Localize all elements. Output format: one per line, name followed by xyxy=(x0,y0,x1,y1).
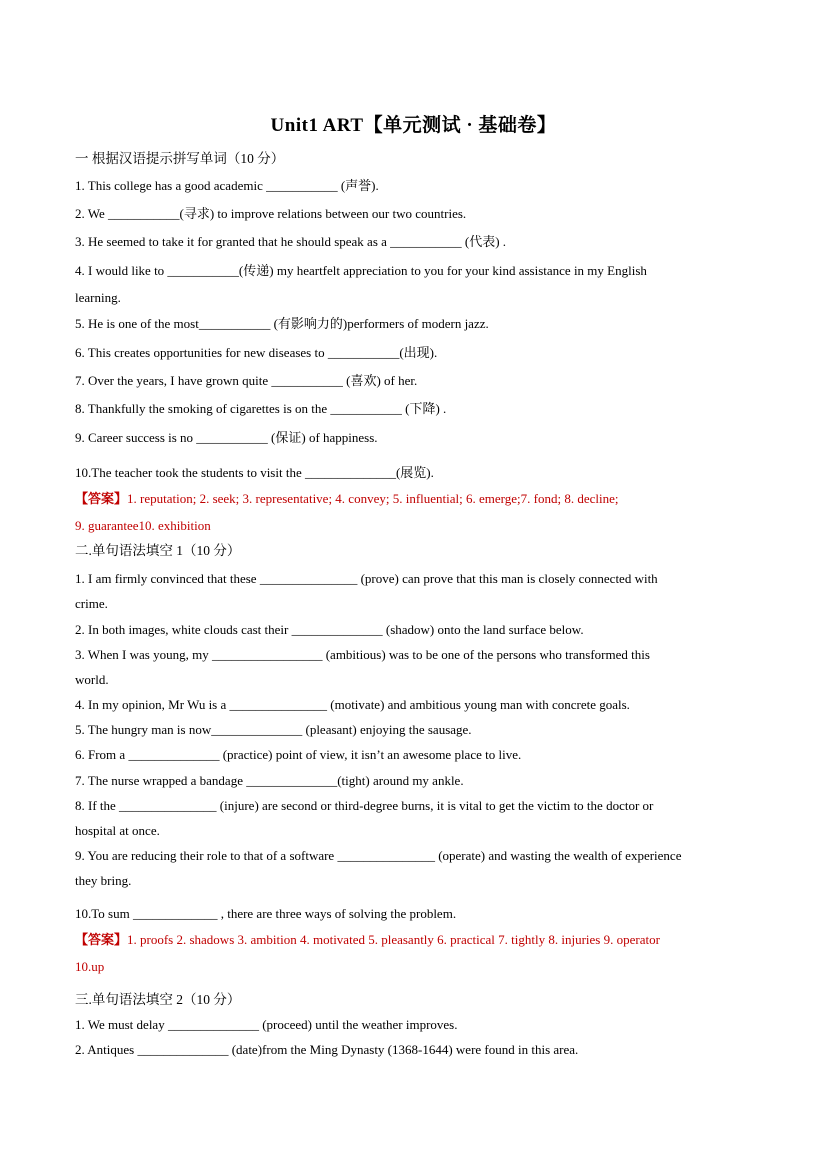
question-line: 3. When I was young, my _________________ (ambitious) was to be one of the persons who transformed this xyxy=(75,647,650,662)
question-line: 2. We ___________(寻求) to improve relations between our two countries. xyxy=(75,206,467,221)
answer-text: 1. proofs 2. shadows 3. ambition 4. motivated 5. pleasantly 6. practical 7. tightly 8. injuries 9. operator xyxy=(127,932,660,947)
answer-line: 10.up xyxy=(75,959,105,974)
question-line: 4. I would like to ___________(传递) my heartfelt appreciation to you for your kind assistance in my English xyxy=(75,263,647,278)
question-line: 9. You are reducing their role to that of a software _______________ (operate) and wasting the wealth of experience xyxy=(75,848,682,863)
question-line: crime. xyxy=(75,596,108,611)
answer-line xyxy=(75,491,618,507)
section3-heading: 三.单句语法填空 2（10 分） xyxy=(75,992,241,1007)
question-line: 5. He is one of the most___________ (有影响力的)performers of modern jazz. xyxy=(75,316,489,331)
question-line: hospital at once. xyxy=(75,823,160,838)
question-line: they bring. xyxy=(75,873,132,888)
answer-tag: 【答案】 xyxy=(75,491,128,506)
question-line: 7. Over the years, I have grown quite ___________ (喜欢) of her. xyxy=(75,373,418,388)
question-line: 5. The hungry man is now______________ (pleasant) enjoying the sausage. xyxy=(75,722,472,737)
answer-text: 1. reputation; 2. seek; 3. representative; 4. convey; 5. influential; 6. emerge;7. fond; 8. decline; xyxy=(127,491,619,506)
question-line: 2. In both images, white clouds cast their ______________ (shadow) onto the land surface below. xyxy=(75,622,584,637)
answer-tag: 【答案】 xyxy=(75,932,128,947)
question-line: 6. From a ______________ (practice) point of view, it isn’t an awesome place to live. xyxy=(75,747,522,762)
question-line: 9. Career success is no ___________ (保证) of happiness. xyxy=(75,430,378,445)
question-line: 10.To sum _____________ , there are three ways of solving the problem. xyxy=(75,906,457,921)
answer-line: 9. guarantee10. exhibition xyxy=(75,518,211,533)
question-line: 3. He seemed to take it for granted that he should speak as a ___________ (代表) . xyxy=(75,234,507,249)
question-line: 1. This college has a good academic ___________ (声誉). xyxy=(75,178,379,193)
question-line: 8. If the _______________ (injure) are second or third-degree burns, it is vital to get the victim to the doctor or xyxy=(75,798,654,813)
question-line: 4. In my opinion, Mr Wu is a _______________ (motivate) and ambitious young man with concrete goals. xyxy=(75,697,630,712)
question-line: learning. xyxy=(75,290,121,305)
question-line: 1. I am firmly convinced that these _______________ (prove) can prove that this man is closely connected with xyxy=(75,571,658,586)
question-line: 8. Thankfully the smoking of cigarettes is on the ___________ (下降) . xyxy=(75,401,447,416)
question-line: 1. We must delay ______________ (proceed) until the weather improves. xyxy=(75,1017,458,1032)
section2-heading: 二.单句语法填空 1（10 分） xyxy=(75,543,241,558)
section1-heading: 一 根据汉语提示拼写单词（10 分） xyxy=(75,151,285,166)
answer-line xyxy=(75,932,660,948)
question-line: world. xyxy=(75,672,109,687)
question-line: 10.The teacher took the students to visit the ______________(展览). xyxy=(75,465,434,480)
page-title: Unit1 ART【单元测试 · 基础卷】 xyxy=(270,115,557,136)
question-line: 6. This creates opportunities for new diseases to ___________(出现). xyxy=(75,345,438,360)
question-line: 2. Antiques ______________ (date)from the Ming Dynasty (1368-1644) were found in this area. xyxy=(75,1042,579,1057)
question-line: 7. The nurse wrapped a bandage ______________(tight) around my ankle. xyxy=(75,773,464,788)
